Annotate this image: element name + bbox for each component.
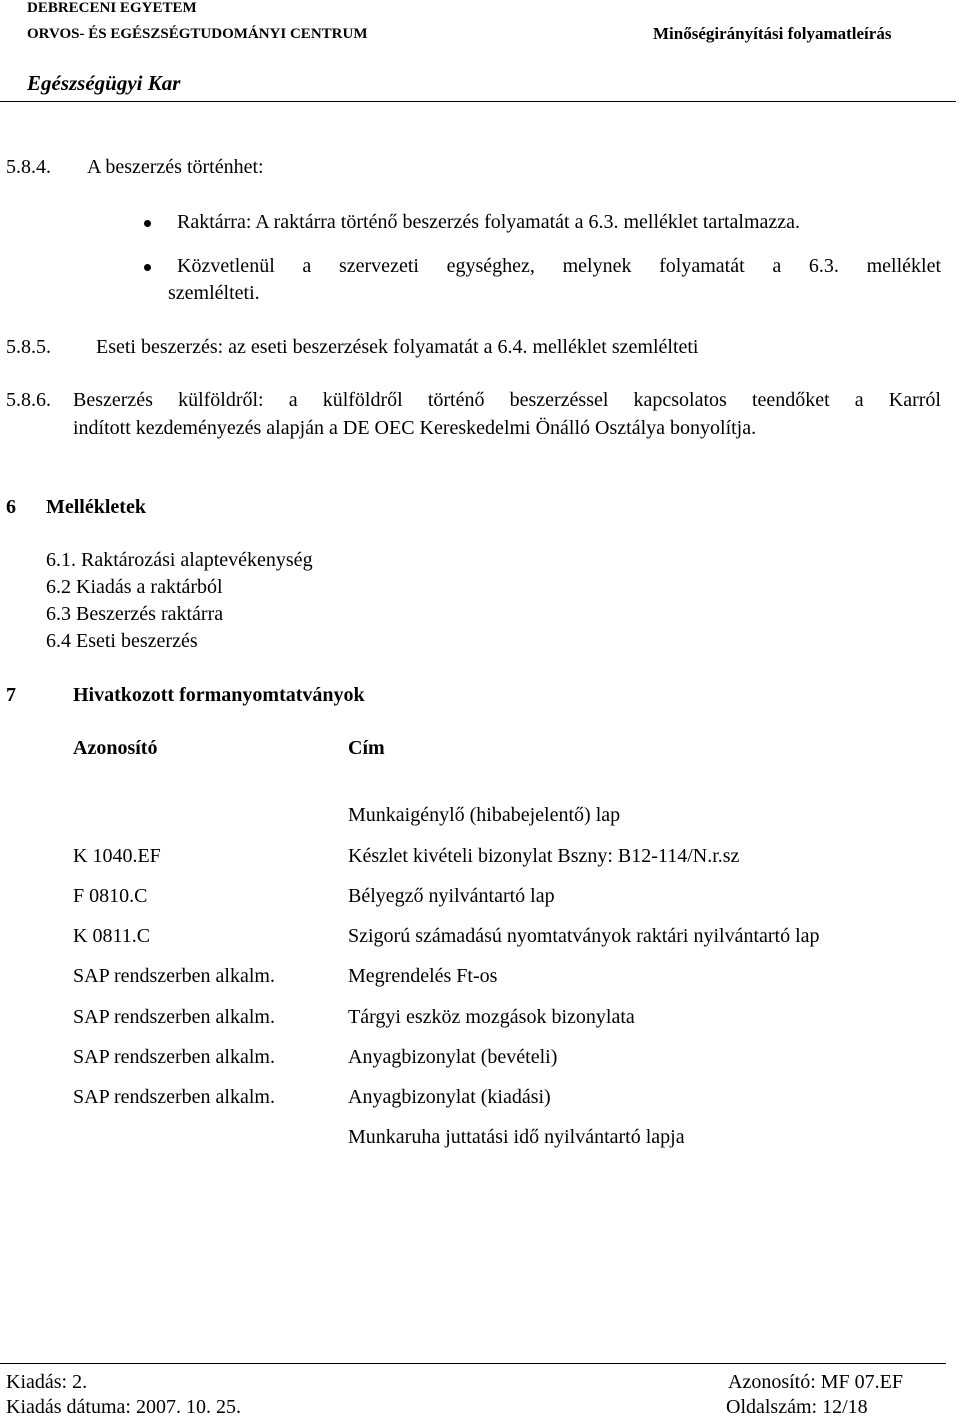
bullet-icon — [144, 220, 151, 227]
form-id: F 0810.C — [73, 885, 148, 907]
section-5-8-6-line-2: indított kezdeményezés alapján a DE OEC Kereskedelmi Önálló Osztálya bonyolítja. — [73, 417, 757, 439]
university-name: DEBRECENI EGYETEM — [27, 0, 197, 16]
annex-item: 6.4 Eseti beszerzés — [46, 630, 198, 652]
form-id: SAP rendszerben alkalm. — [73, 1086, 275, 1108]
form-title: Szigorú számadású nyomtatványok raktári nyilvántartó lap — [348, 925, 820, 947]
faculty-name: Egészségügyi Kar — [27, 71, 181, 95]
form-title: Bélyegző nyilvántartó lap — [348, 885, 555, 907]
section-5-8-5-number: 5.8.5. — [6, 336, 51, 358]
bullet-item-2-line-1: Közvetlenül a szervezeti egységhez, melynek folyamatát a 6.3. melléklet — [177, 255, 941, 277]
bullet-item-2-line-2: szemlélteti. — [168, 282, 260, 304]
annex-item: 6.2 Kiadás a raktárból — [46, 576, 223, 598]
section-5-8-6-line-1: Beszerzés külföldről: a külföldről történő beszerzéssel kapcsolatos teendőket a Karról — [73, 389, 941, 411]
form-title: Készlet kivételi bizonylat Bszny: B12-114/N.r.sz — [348, 845, 740, 867]
form-id: SAP rendszerben alkalm. — [73, 1046, 275, 1068]
form-id: K 1040.EF — [73, 845, 161, 867]
center-name: ORVOS- ÉS EGÉSZSÉGTUDOMÁNYI CENTRUM — [27, 26, 368, 42]
form-id: SAP rendszerben alkalm. — [73, 965, 275, 987]
forms-title: Hivatkozott formanyomtatványok — [73, 684, 365, 706]
form-title: Anyagbizonylat (bevételi) — [348, 1046, 558, 1068]
footer-rule — [0, 1363, 946, 1364]
forms-number: 7 — [6, 684, 16, 706]
annexes-number: 6 — [6, 496, 16, 518]
annex-item: 6.3 Beszerzés raktárra — [46, 603, 224, 625]
section-5-8-4-number: 5.8.4. — [6, 156, 51, 178]
annex-item: 6.1. Raktározási alaptevékenység — [46, 549, 313, 571]
section-5-8-4-text: A beszerzés történhet: — [87, 156, 264, 178]
form-title: Tárgyi eszköz mozgások bizonylata — [348, 1006, 635, 1028]
form-title: Anyagbizonylat (kiadási) — [348, 1086, 551, 1108]
form-title: Megrendelés Ft-os — [348, 965, 498, 987]
footer-page-number: Oldalszám: 12/18 — [726, 1396, 868, 1418]
header-rule — [0, 101, 956, 102]
form-title: Munkaruha juttatási idő nyilvántartó lapja — [348, 1126, 685, 1148]
forms-column-title-header: Cím — [348, 737, 385, 759]
footer-identifier: Azonosító: MF 07.EF — [728, 1371, 904, 1393]
footer-edition: Kiadás: 2. — [6, 1371, 88, 1393]
document-type: Minőségirányítási folyamatleírás — [653, 24, 892, 43]
bullet-icon — [144, 264, 151, 271]
form-id: K 0811.C — [73, 925, 151, 947]
section-5-8-6-number: 5.8.6. — [6, 389, 51, 411]
bullet-item-1: Raktárra: A raktárra történő beszerzés folyamatát a 6.3. melléklet tartalmazza. — [177, 211, 801, 233]
form-title: Munkaigénylő (hibabejelentő) lap — [348, 804, 621, 826]
section-5-8-5-text: Eseti beszerzés: az eseti beszerzések folyamatát a 6.4. melléklet szemlélteti — [96, 336, 699, 358]
annexes-title: Mellékletek — [46, 496, 146, 518]
form-id: SAP rendszerben alkalm. — [73, 1006, 275, 1028]
forms-column-id-header: Azonosító — [73, 737, 158, 759]
footer-edition-date: Kiadás dátuma: 2007. 10. 25. — [6, 1396, 241, 1418]
